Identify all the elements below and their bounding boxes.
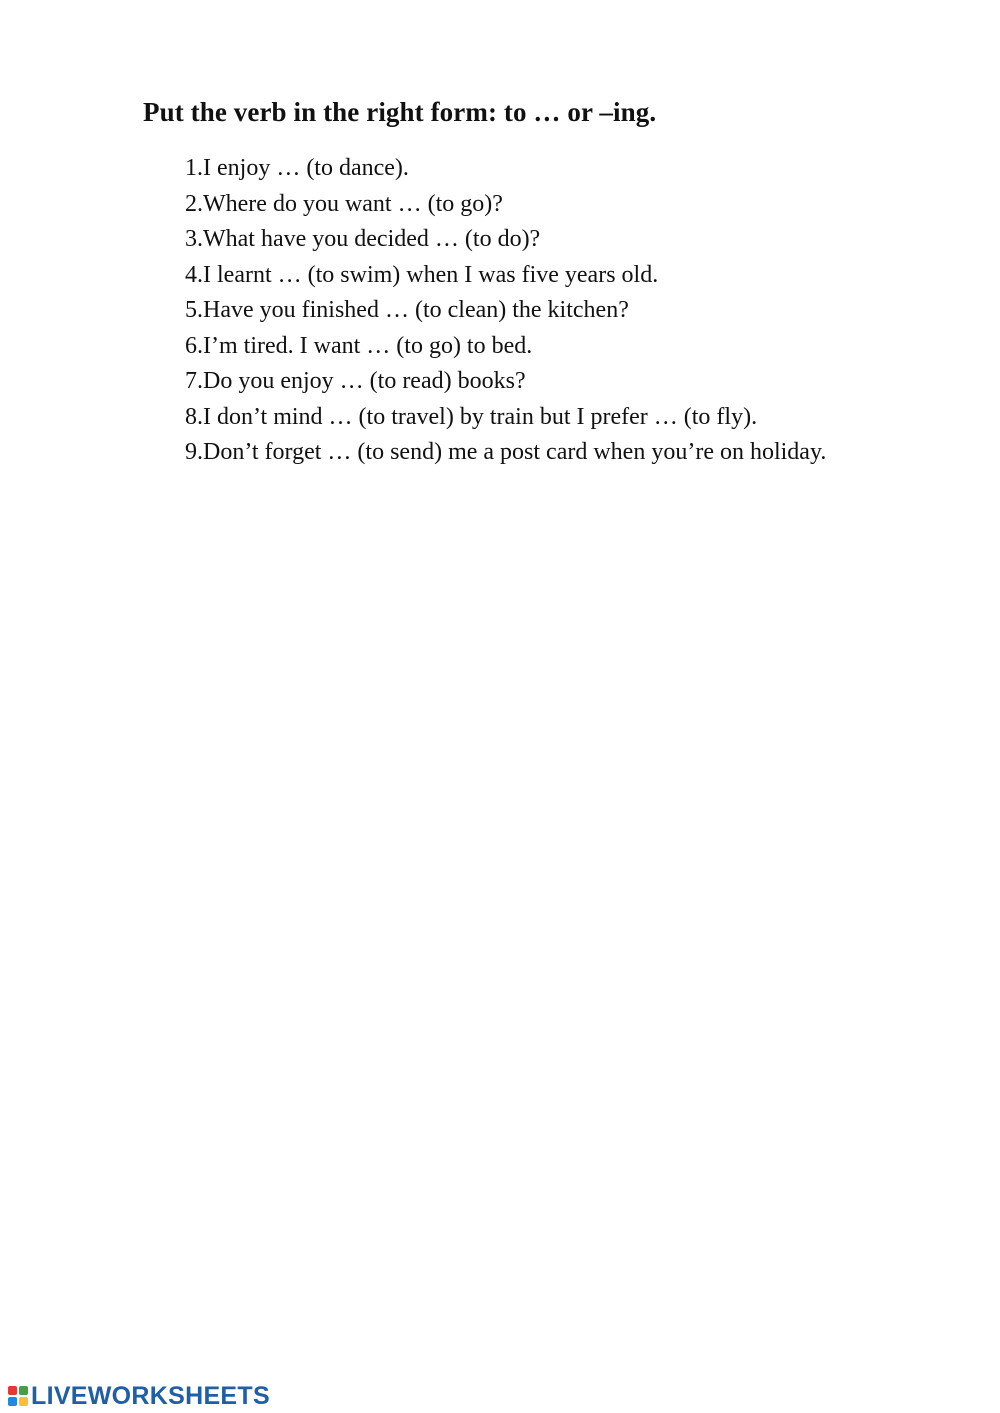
logo-mark-cell [19,1386,28,1395]
item-number: 1. [185,155,203,181]
item-text: Don’t forget … (to send) me a post card when you’re on holiday. [203,439,827,465]
item-text: I don’t mind … (to travel) by train but I prefer … (to fly). [203,403,758,430]
item-text: Where do you want … (to go)? [203,190,503,217]
item-text: I learnt … (to swim) when I was five years old. [203,261,659,288]
exercise-item [160,222,879,258]
logo-mark-cell [19,1397,28,1406]
exercise-item [160,151,879,187]
item-number: 8. [185,403,203,430]
item-number: 6. [185,332,203,359]
item-number: 2. [185,190,203,217]
item-text: I’m tired. I want … (to go) to bed. [203,332,533,359]
page-title: Put the verb in the right form: to … or –ing. [143,97,657,127]
exercise-item [160,329,879,365]
exercise-item [160,400,879,436]
item-text: Do you enjoy … (to read) books? [203,368,526,394]
liveworksheets-logo [8,1383,270,1409]
item-number: 9. [185,439,203,465]
logo-mark-cell [8,1397,17,1406]
exercise-list [160,151,879,471]
exercise-item [160,293,879,329]
exercise-item [160,187,879,223]
exercise-item [160,435,879,471]
exercise-item [160,364,879,400]
item-text: What have you decided … (to do)? [203,226,541,252]
item-number: 7. [185,368,203,394]
logo-mark-icon [8,1386,28,1406]
logo-text: LIVEWORKSHEETS [31,1382,270,1410]
item-number: 5. [185,297,203,323]
item-text: I enjoy … (to dance). [203,155,409,181]
logo-mark-cell [8,1386,17,1395]
item-text: Have you finished … (to clean) the kitchen? [203,297,629,323]
item-number: 4. [185,261,203,288]
item-number: 3. [185,226,203,252]
exercise-item [160,258,879,294]
